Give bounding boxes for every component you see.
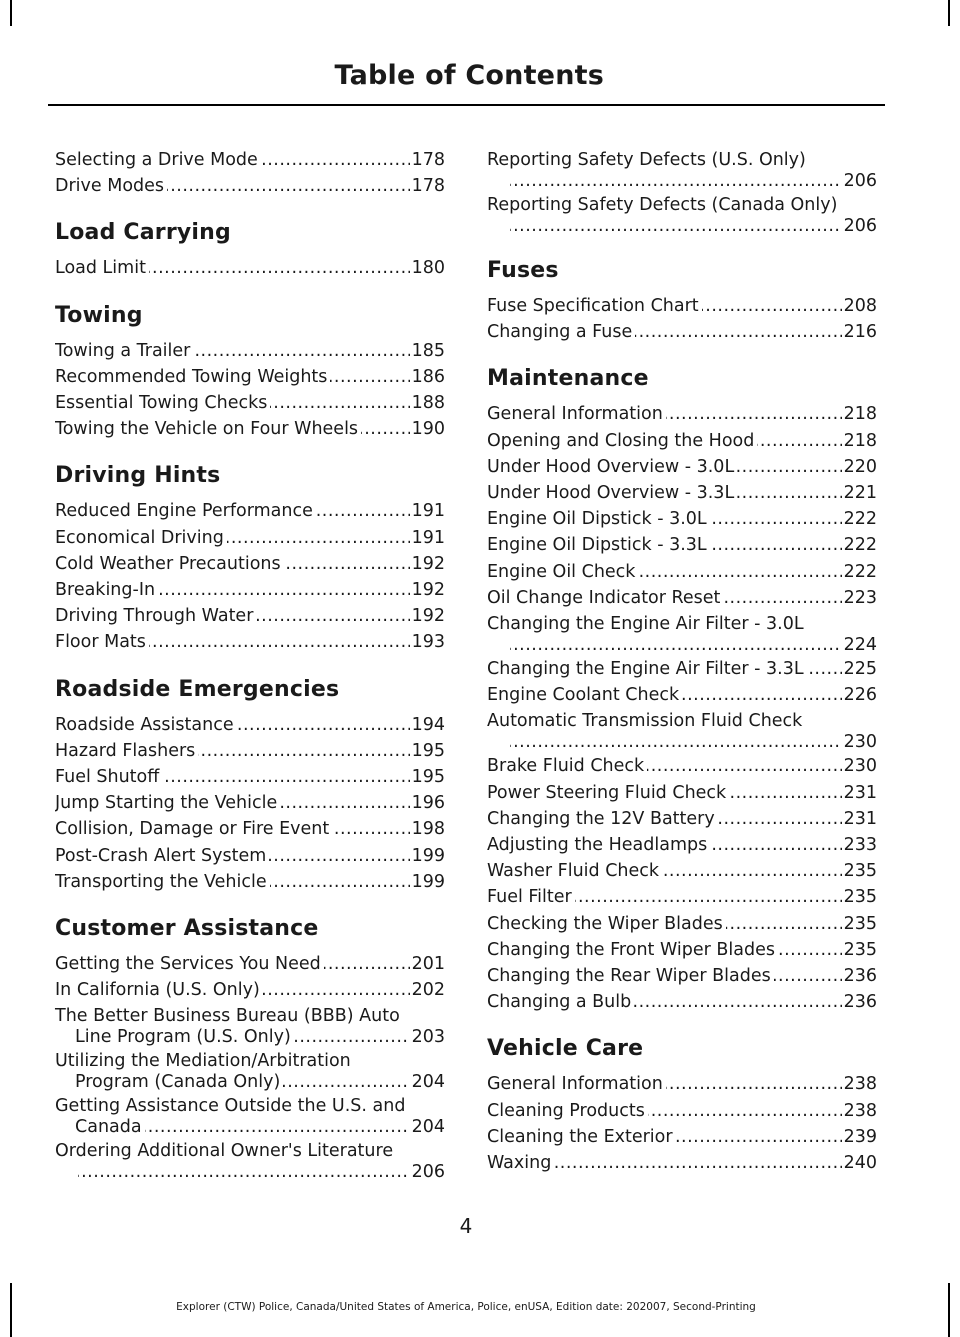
toc-entry-page: 202	[410, 977, 445, 1003]
toc-entry[interactable]	[487, 1124, 877, 1150]
toc-entry[interactable]	[55, 577, 445, 603]
toc-entry-title: Fuel Shutoff	[55, 767, 162, 787]
section-heading: Towing	[55, 302, 143, 328]
toc-entry-page: 238	[842, 1071, 877, 1097]
toc-entry-page: 235	[842, 858, 877, 884]
toc-entry-title-continued: Line Program (U.S. Only)	[75, 1027, 294, 1047]
toc-entry-continuation	[487, 634, 877, 656]
toc-entry-title: Cold Weather Precautions	[55, 554, 284, 574]
toc-entry-title: Washer Fluid Check	[487, 861, 662, 881]
toc-entry[interactable]	[487, 989, 877, 1015]
toc-entry[interactable]	[487, 480, 877, 506]
toc-entry-title: Adjusting the Headlamps	[487, 835, 710, 855]
toc-entry-page: 188	[410, 390, 445, 416]
toc-entry-title: Cleaning Products	[487, 1101, 648, 1121]
toc-entry[interactable]	[55, 147, 445, 173]
toc-entry-title: Post-Crash Alert System	[55, 846, 269, 866]
toc-entry-page: 230	[843, 732, 877, 753]
toc-entry[interactable]	[487, 858, 877, 884]
toc-entry[interactable]	[55, 1048, 445, 1093]
toc-entry-title: Brake Fluid Check	[487, 756, 647, 776]
toc-entry[interactable]	[55, 1138, 445, 1183]
toc-entry-page: 192	[410, 603, 445, 629]
toc-entry-title-continued: Program (Canada Only)	[75, 1072, 283, 1092]
toc-entry-page: 233	[842, 832, 877, 858]
toc-entry-title: Towing a Trailer	[55, 341, 193, 361]
toc-entry[interactable]	[487, 753, 877, 779]
toc-entry-page: 220	[842, 454, 877, 480]
toc-entry-title: General Information	[487, 404, 666, 424]
toc-entry-continuation	[487, 731, 877, 753]
toc-entry-title: Reporting Safety Defects (Canada Only)	[487, 195, 838, 215]
toc-entry-title-continued	[507, 635, 510, 655]
toc-entry-page: 206	[411, 1162, 445, 1183]
toc-entry[interactable]	[55, 816, 445, 842]
toc-entry-page: 222	[842, 532, 877, 558]
toc-entry-page: 206	[843, 171, 877, 191]
toc-entry[interactable]	[55, 525, 445, 551]
toc-entry-title-continued	[507, 216, 510, 236]
toc-entry-page: 231	[842, 806, 877, 832]
toc-entry[interactable]	[487, 428, 877, 454]
toc-entry-title: Load Limit	[55, 258, 149, 278]
toc-entry-page: 195	[410, 764, 445, 790]
toc-entry-title: Selecting a Drive Mode	[55, 150, 261, 170]
section-heading: Customer Assistance	[55, 916, 319, 942]
toc-entry[interactable]	[55, 338, 445, 364]
toc-entry-page: 203	[411, 1027, 445, 1048]
toc-entry-title-continued	[75, 1162, 78, 1182]
crop-mark-top-right	[948, 0, 950, 26]
toc-entry-title: Recommended Towing Weights	[55, 367, 330, 387]
toc-entry-page: 199	[410, 843, 445, 869]
toc-entry-title: Under Hood Overview - 3.3L	[487, 483, 737, 503]
toc-entry-title-continued: Canada	[75, 1117, 145, 1137]
toc-entry[interactable]	[487, 1071, 877, 1097]
toc-entry[interactable]	[487, 884, 877, 910]
toc-entry-page: 186	[410, 364, 445, 390]
toc-entry-page: 192	[410, 577, 445, 603]
crop-mark-bottom-right	[948, 1283, 950, 1337]
toc-entry-title: Changing the Engine Air Filter - 3.0L	[487, 614, 804, 635]
toc-entry-page: 194	[410, 712, 445, 738]
toc-entry-page: 178	[410, 173, 445, 199]
page-title: Table of Contents	[334, 60, 604, 91]
toc-entry[interactable]	[55, 977, 445, 1003]
toc-entry[interactable]	[487, 585, 877, 611]
toc-entry-page: 236	[842, 989, 877, 1015]
toc-entry[interactable]	[55, 390, 445, 416]
toc-entry-page: 191	[410, 525, 445, 551]
toc-entry-page: 190	[410, 416, 445, 442]
toc-entry-title-continued	[507, 732, 510, 752]
toc-entry[interactable]	[487, 506, 877, 532]
toc-entry-title: Reduced Engine Performance	[55, 501, 316, 521]
toc-entry-page: 236	[842, 963, 877, 989]
toc-entry-page: 201	[410, 951, 445, 977]
toc-entry[interactable]	[55, 1003, 445, 1048]
toc-left-column	[55, 147, 445, 1183]
toc-entry-title: Jump Starting the Vehicle	[55, 793, 280, 813]
toc-entry-title: Towing the Vehicle on Four Wheels	[55, 419, 361, 439]
toc-entry-title: Changing the Front Wiper Blades	[487, 940, 778, 960]
toc-entry[interactable]	[487, 963, 877, 989]
header-divider	[48, 104, 885, 106]
toc-entry-page: 204	[411, 1072, 445, 1093]
toc-entry[interactable]	[487, 454, 877, 480]
toc-entry-title: Economical Driving	[55, 528, 227, 548]
toc-entry-continuation	[487, 170, 877, 192]
toc-entry-continuation	[487, 215, 877, 237]
toc-entry-page: 235	[842, 911, 877, 937]
toc-entry-page: 221	[842, 480, 877, 506]
toc-entry[interactable]	[55, 951, 445, 977]
toc-entry-page: 199	[410, 869, 445, 895]
toc-entry-title: Cleaning the Exterior	[487, 1127, 676, 1147]
toc-entry-title: Transporting the Vehicle	[55, 872, 270, 892]
toc-entry-title: Reporting Safety Defects (U.S. Only)	[487, 150, 806, 170]
toc-entry-title: Getting Assistance Outside the U.S. and	[55, 1096, 406, 1117]
toc-entry[interactable]	[487, 293, 877, 319]
toc-entry-title: The Better Business Bureau (BBB) Auto	[55, 1006, 400, 1027]
toc-entry-title: Fuse Specification Chart	[487, 296, 702, 316]
toc-entry-title: Utilizing the Mediation/Arbitration	[55, 1051, 351, 1072]
toc-entry-page: 226	[842, 682, 877, 708]
section-heading: Maintenance	[487, 366, 649, 392]
toc-entry-title: Engine Oil Check	[487, 562, 638, 582]
toc-entry-page: 208	[842, 293, 877, 319]
toc-entry-title: Breaking-In	[55, 580, 158, 600]
toc-entry-page: 191	[410, 498, 445, 524]
toc-entry-title: Engine Oil Dipstick - 3.0L	[487, 509, 710, 529]
toc-entry-page: 193	[410, 629, 445, 655]
toc-entry[interactable]	[55, 173, 445, 199]
toc-entry[interactable]	[55, 869, 445, 895]
toc-entry[interactable]	[487, 832, 877, 858]
toc-entry[interactable]	[55, 255, 445, 281]
toc-entry[interactable]	[55, 551, 445, 577]
toc-entry[interactable]	[55, 738, 445, 764]
toc-entry-title-continued	[507, 171, 510, 191]
toc-entry-page: 240	[842, 1150, 877, 1176]
toc-entry-title: Under Hood Overview - 3.0L	[487, 457, 737, 477]
toc-entry-title: Drive Modes	[55, 176, 167, 196]
toc-entry-title: Changing the 12V Battery	[487, 809, 718, 829]
toc-entry[interactable]	[487, 611, 877, 656]
toc-entry-page: 180	[410, 255, 445, 281]
toc-entry[interactable]	[487, 147, 877, 192]
toc-entry-title: Fuel Filter	[487, 887, 575, 907]
toc-entry-title: Getting the Services You Need	[55, 954, 324, 974]
toc-entry-page: 185	[410, 338, 445, 364]
toc-entry-continuation	[55, 1071, 445, 1093]
toc-entry[interactable]	[487, 1098, 877, 1124]
toc-entry-page: 218	[842, 428, 877, 454]
toc-entry[interactable]	[487, 319, 877, 345]
toc-entry-continuation	[55, 1026, 445, 1048]
section-heading: Fuses	[487, 258, 559, 283]
toc-entry-title: Oil Change Indicator Reset	[487, 588, 723, 608]
toc-entry[interactable]	[487, 911, 877, 937]
toc-entry-title: Ordering Additional Owner's Literature	[55, 1141, 394, 1162]
toc-entry-continuation	[55, 1116, 445, 1138]
toc-entry[interactable]	[55, 790, 445, 816]
toc-entry-title: Changing a Bulb	[487, 992, 634, 1012]
section-heading: Vehicle Care	[487, 1036, 644, 1062]
toc-entry-title: Changing the Rear Wiper Blades	[487, 966, 774, 986]
toc-right-column	[487, 147, 877, 1176]
toc-entry-title: Driving Through Water	[55, 606, 256, 626]
toc-entry-title: Engine Coolant Check	[487, 685, 682, 705]
toc-entry-page: 225	[842, 656, 877, 682]
toc-entry-page: 204	[411, 1117, 445, 1138]
toc-entry-page: 223	[842, 585, 877, 611]
toc-entry-title: Floor Mats	[55, 632, 149, 652]
toc-entry[interactable]	[487, 559, 877, 585]
toc-entry-page: 230	[842, 753, 877, 779]
toc-entry-page: 222	[842, 506, 877, 532]
toc-entry-page: 222	[842, 559, 877, 585]
toc-entry[interactable]	[487, 780, 877, 806]
toc-entry[interactable]	[55, 843, 445, 869]
toc-entry[interactable]	[55, 712, 445, 738]
toc-entry-page: 224	[843, 635, 877, 656]
toc-entry-title: In California (U.S. Only)	[55, 980, 263, 1000]
toc-entry[interactable]	[55, 603, 445, 629]
toc-entry[interactable]	[487, 682, 877, 708]
toc-entry-title: Automatic Transmission Fluid Check	[487, 711, 803, 732]
toc-entry-page: 206	[843, 216, 877, 236]
toc-entry-title: Changing the Engine Air Filter - 3.3L	[487, 659, 807, 679]
toc-entry[interactable]	[55, 364, 445, 390]
toc-entry-page: 192	[410, 551, 445, 577]
toc-entry-title: Collision, Damage or Fire Event	[55, 819, 332, 839]
toc-entry[interactable]	[55, 416, 445, 442]
toc-entry[interactable]	[55, 764, 445, 790]
toc-entry-title: Checking the Wiper Blades	[487, 914, 726, 934]
toc-entry-continuation	[55, 1161, 445, 1183]
section-heading: Roadside Emergencies	[55, 676, 340, 702]
footer-text: Explorer (CTW) Police, Canada/United States of America, Police, enUSA, Edition date: 202007, Second-Printing	[176, 1301, 756, 1313]
toc-entry[interactable]	[487, 656, 877, 682]
section-heading: Load Carrying	[55, 220, 231, 246]
toc-entry-page: 238	[842, 1098, 877, 1124]
section-heading: Driving Hints	[55, 463, 221, 489]
toc-entry-title: Opening and Closing the Hood	[487, 431, 757, 451]
toc-entry[interactable]	[487, 532, 877, 558]
toc-entry[interactable]	[487, 806, 877, 832]
toc-entry-page: 231	[842, 780, 877, 806]
toc-entry-title: Changing a Fuse	[487, 322, 635, 342]
crop-mark-top-left	[10, 0, 12, 26]
toc-entry-page: 235	[842, 937, 877, 963]
toc-entry-page: 178	[410, 147, 445, 173]
toc-entry-page: 235	[842, 884, 877, 910]
toc-entry-title: Essential Towing Checks	[55, 393, 270, 413]
toc-entry-page: 218	[842, 401, 877, 427]
toc-entry-title: Waxing	[487, 1153, 554, 1173]
toc-entry[interactable]	[55, 1093, 445, 1138]
toc-entry[interactable]	[487, 401, 877, 427]
toc-entry-title: General Information	[487, 1074, 666, 1094]
toc-entry-title: Engine Oil Dipstick - 3.3L	[487, 535, 710, 555]
toc-entry[interactable]	[487, 1150, 877, 1176]
toc-entry-page: 195	[410, 738, 445, 764]
toc-entry-page: 216	[842, 319, 877, 345]
page-number: 4	[459, 1214, 473, 1238]
toc-entry-title: Hazard Flashers	[55, 741, 198, 761]
toc-entry-title: Roadside Assistance	[55, 715, 237, 735]
toc-entry[interactable]	[55, 629, 445, 655]
toc-entry[interactable]	[55, 498, 445, 524]
toc-entry[interactable]	[487, 708, 877, 753]
toc-entry[interactable]	[487, 937, 877, 963]
toc-entry-page: 239	[842, 1124, 877, 1150]
toc-entry[interactable]	[487, 192, 877, 237]
toc-entry-page: 196	[410, 790, 445, 816]
toc-entry-title: Power Steering Fluid Check	[487, 783, 729, 803]
toc-entry-page: 198	[410, 816, 445, 842]
